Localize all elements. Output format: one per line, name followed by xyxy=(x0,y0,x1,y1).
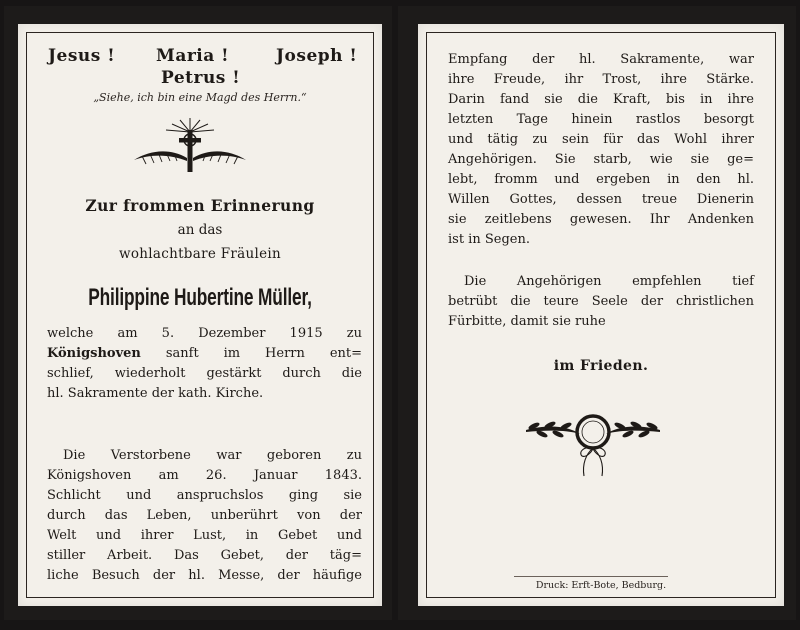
text-line: Empfang der hl. Sakramente, war xyxy=(448,52,754,67)
text-line: sie zeitlebens gewesen. Ihr Andenken xyxy=(448,212,754,227)
invocation-jesus: Jesus ! xyxy=(48,46,116,66)
right-page xyxy=(398,6,796,620)
invocation-joseph: Joseph ! xyxy=(276,46,358,66)
honorific-line: wohlachtbare Fräulein xyxy=(118,246,282,262)
scripture-quote: „Siehe, ich bin eine Magd des Herrn.“ xyxy=(93,91,307,104)
left-page xyxy=(4,6,392,620)
text-line: letzten Tage hinein rastlos besorgt xyxy=(448,112,754,127)
place-name-bold: Königshoven xyxy=(47,346,141,361)
an-das-line: an das xyxy=(177,222,223,238)
text-line xyxy=(47,344,362,364)
closing-line: im Frieden. xyxy=(553,358,649,374)
text-line: stiller Arbeit. Das Gebet, der täg= xyxy=(47,548,362,563)
text-line: Angehörigen. Sie starb, wie sie ge= xyxy=(448,152,754,167)
text-line: betrübt die teure Seele der christlichen xyxy=(448,294,754,309)
left-paper xyxy=(18,24,382,606)
family-request-paragraph xyxy=(448,272,754,332)
text-line: Königshoven am 26. Januar 1843. xyxy=(47,468,362,483)
text-line: schlief, wiederholt gestärkt durch die xyxy=(47,366,362,381)
cross-with-palms-icon xyxy=(130,114,250,174)
text-line: Fürbitte, damit sie ruhe xyxy=(448,314,606,329)
text-line: Die Angehörigen empfehlen tief xyxy=(464,274,754,289)
text-line: ist in Segen. xyxy=(448,232,530,247)
printer-rule xyxy=(514,576,668,577)
invocation-maria: Maria ! xyxy=(156,46,230,66)
biography-paragraph xyxy=(47,446,362,586)
laurel-wreath-icon xyxy=(518,404,668,484)
text-fragment: sanft im Herrn ent= xyxy=(165,346,362,361)
printer-credit: Druck: Erft-Bote, Bedburg. xyxy=(535,580,667,591)
death-paragraph xyxy=(47,324,362,404)
right-paper xyxy=(418,24,784,606)
text-line: durch das Leben, unberührt von der xyxy=(47,508,362,523)
text-line: welche am 5. Dezember 1915 zu xyxy=(47,326,362,341)
deceased-name: Philippine Hubertine Müller, xyxy=(88,284,312,311)
text-line: hl. Sakramente der kath. Kirche. xyxy=(47,386,264,401)
text-line: und tätig zu sein für das Wohl ihrer xyxy=(448,132,754,147)
text-line: Darin fand sie die Kraft, bis in ihre xyxy=(448,92,754,107)
text-line: Die Verstorbene war geboren zu xyxy=(63,448,362,463)
text-line: lebt, fromm und ergeben in den hl. xyxy=(448,172,754,187)
text-line: Willen Gottes, dessen treue Dienerin xyxy=(448,192,754,207)
invocation-petrus: Petrus ! xyxy=(161,68,241,88)
continuation-paragraph xyxy=(448,50,754,250)
text-line: Welt und ihrer Lust, in Gebet und xyxy=(47,528,362,543)
text-line: liche Besuch der hl. Messe, der häufige xyxy=(47,568,362,583)
remembrance-heading: Zur frommen Erinnerung xyxy=(85,196,315,215)
text-line: Schlicht und anspruchslos ging sie xyxy=(47,488,362,503)
text-line: ihre Freude, ihr Trost, ihre Stärke. xyxy=(448,72,754,87)
